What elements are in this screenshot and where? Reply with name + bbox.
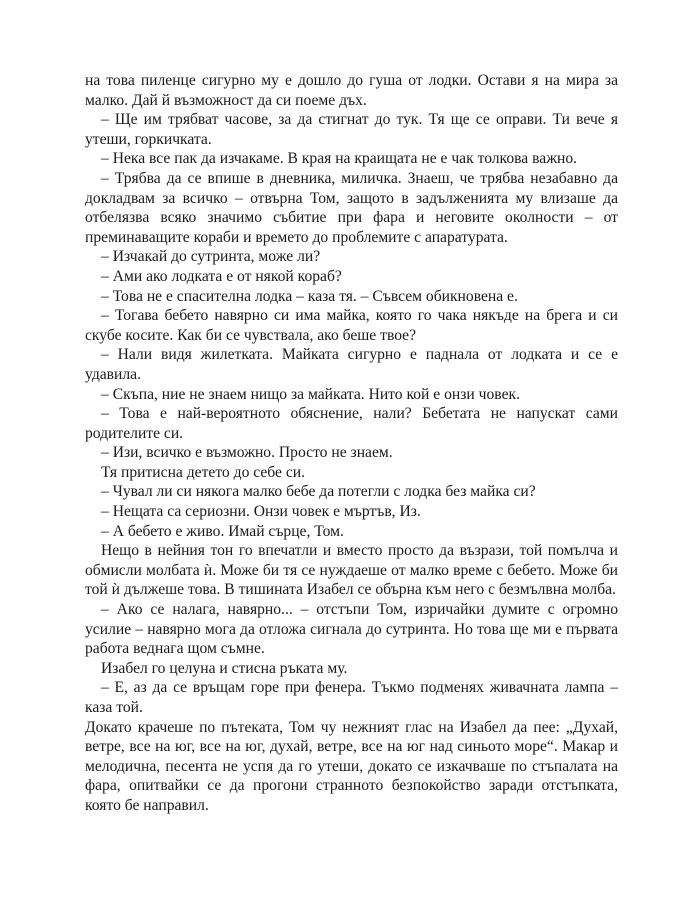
paragraph-4: – Трябва да се впише в дневника, миличка. Знаеш, че трябва незабавно да докладвам за всичко – отвърна Том, защото в задълженията му влизаше да отбелязва всяко значимо събитие при фара и неговите околности – от преминаващите кораби и времето до проблемите с апаратурата. — [85, 169, 618, 246]
paragraph-16: – А бебето е живо. Имай сърце, Том. — [101, 522, 344, 540]
paragraph-21: Докато крачеше по пътеката, Том чу нежният глас на Изабел да пее: „Духай, ветре, все на юг, все на юг, духай, ветре, все на юг над синьото море“. Макар и мелодична, песента не успя да го утеши, докато се изкачваше по стъпалата на фара, опитвайки се да прогони странното безпокойство заради отстъпката, която бе направил. — [85, 718, 618, 814]
paragraph-13: Тя притисна детето до себе си. — [101, 463, 306, 481]
paragraph-8: – Тогава бебето навярно си има майка, която го чака някъде на брега и си скубе косите. Как би се чувствала, ако беше твое? — [85, 307, 618, 344]
document-page — [85, 71, 618, 816]
paragraph-12: – Изи, всичко е възможно. Просто не знаем. — [101, 444, 393, 462]
paragraph-17: Нещо в нейния тон го впечатли и вместо просто да възрази, той помълча и обмисли молбата ѝ. Може би тя се нуждаеше от малко време с бебето. Може би той ѝ дължеше това. В тишината Изабел се обърна към него с безмълвна молба. — [85, 542, 618, 599]
paragraph-3: – Нека все пак да изчакаме. В края на краищата не е чак толкова важно. — [101, 150, 578, 168]
paragraph-5: – Изчакай до сутринта, може ли? — [101, 248, 321, 266]
paragraph-2: – Ще им трябват часове, за да стигнат до тук. Тя ще се оправи. Ти вече я утеши, горкичката. — [85, 111, 618, 148]
paragraph-11: – Това е най-вероятното обяснение, нали? Бебетата не напускат сами родителите си. — [85, 405, 618, 442]
paragraph-19: Изабел го целуна и стисна ръката му. — [101, 659, 348, 677]
paragraph-1: на това пиленце сигурно му е дошло до гуша от лодки. Остави я на мира за малко. Дай й възможност да си поеме дъх. — [85, 72, 618, 109]
paragraph-6: – Ами ако лодката е от някой кораб? — [101, 267, 342, 285]
paragraph-7: – Това не е спасителна лодка – каза тя. – Съвсем обикновена е. — [101, 287, 518, 305]
paragraph-18: – Ако се налага, навярно... – отстъпи Том, изричайки думите с огромно усилие – навярно мога да отложа сигнала до сутринта. Но това ще ми е първата работа веднага щом съмне. — [85, 601, 618, 658]
paragraph-15: – Нещата са сериозни. Онзи човек е мъртъв, Из. — [101, 503, 421, 521]
paragraph-9: – Нали видя жилетката. Майката сигурно е паднала от лодката и се е удавила. — [85, 346, 618, 383]
paragraph-14: – Чувал ли си някога малко бебе да потегли с лодка без майка си? — [101, 483, 536, 501]
paragraph-20: – Е, аз да се връщам горе при фенера. Тъкмо подменях живачната лампа – каза той. — [85, 679, 618, 716]
paragraph-10: – Скъпа, ние не знаем нищо за майката. Нито кой е онзи човек. — [101, 385, 520, 403]
